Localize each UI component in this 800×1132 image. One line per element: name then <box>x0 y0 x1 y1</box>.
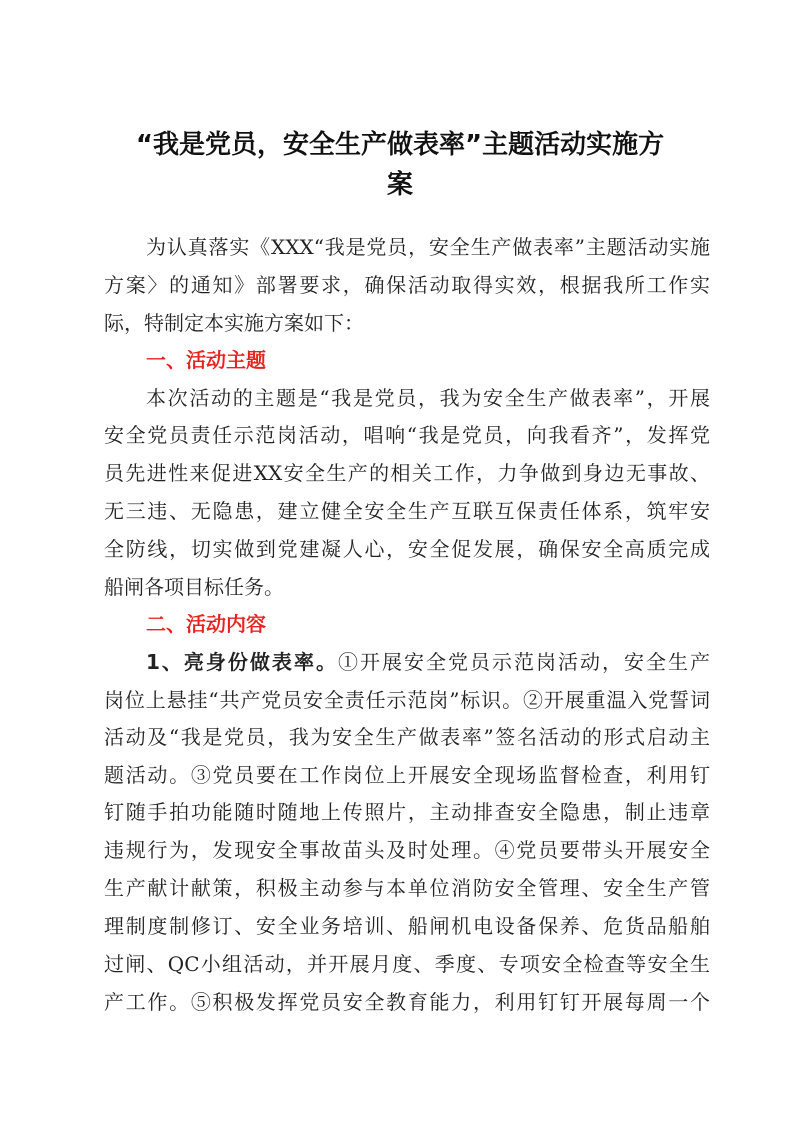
text-line: 违规行为，发现安全事故苗头及时处理。④党员要带头开展安全 <box>104 838 710 862</box>
text-line: 安全党员责任示范岗活动，唱响“我是党员，向我看齐”，发挥党 <box>104 423 710 447</box>
section-heading: 一、活动主题 <box>146 348 266 372</box>
text-line: 本次活动的主题是“我是党员，我为安全生产做表率”，开展 <box>146 386 710 410</box>
text-line: 无三违、无隐患，建立健全安全生产互联互保责任体系，筑牢安 <box>104 499 710 523</box>
text-line <box>146 643 710 681</box>
text-line: 员先进性来促进XX安全生产的相关工作，力争做到身边无事故、 <box>104 461 710 485</box>
text-line: 活动及“我是党员，我为安全生产做表率”签名活动的形式启动主 <box>104 725 710 749</box>
section-heading: 二、活动内容 <box>146 612 266 636</box>
text-line: 际，特制定本实施方案如下： <box>104 311 364 335</box>
text-line: 方案〉的通知》部署要求，确保活动取得实效，根据我所工作实 <box>104 273 710 297</box>
text-line: 为认真落实《XXX“我是党员，安全生产做表率”主题活动实施 <box>146 235 710 259</box>
text-line: 过闸、QC小组活动，并开展月度、季度、专项安全检查等安全生 <box>104 952 710 976</box>
text-span: ①开展安全党员示范岗活动，安全生产 <box>337 650 711 674</box>
text-line: 船闸各项目标任务。 <box>104 575 284 599</box>
text-line: 理制度制修订、安全业务培训、船闸机电设备保养、危货品船舶 <box>104 914 710 938</box>
text-line: 产工作。⑤积极发挥党员安全教育能力，利用钉钉开展每周一个 <box>104 990 710 1014</box>
text-line: 生产献计献策，积极主动参与本单位消防安全管理、安全生产管 <box>104 876 710 900</box>
text-line: 钉随手拍功能随时随地上传照片，主动排查安全隐患，制止违章 <box>104 800 710 824</box>
item-title: 1、亮身份做表率。 <box>146 650 338 674</box>
title-line: “我是党员，安全生产做表率”主题活动实施方 <box>135 130 665 160</box>
text-line: 岗位上悬挂“共产党员安全责任示范岗”标识。②开展重温入党誓词 <box>104 688 710 712</box>
title-line: 案 <box>386 170 413 200</box>
text-line: 全防线，切实做到党建凝人心，安全促发展，确保安全高质完成 <box>104 537 710 561</box>
text-line: 题活动。③党员要在工作岗位上开展安全现场监督检查，利用钉 <box>104 763 710 787</box>
